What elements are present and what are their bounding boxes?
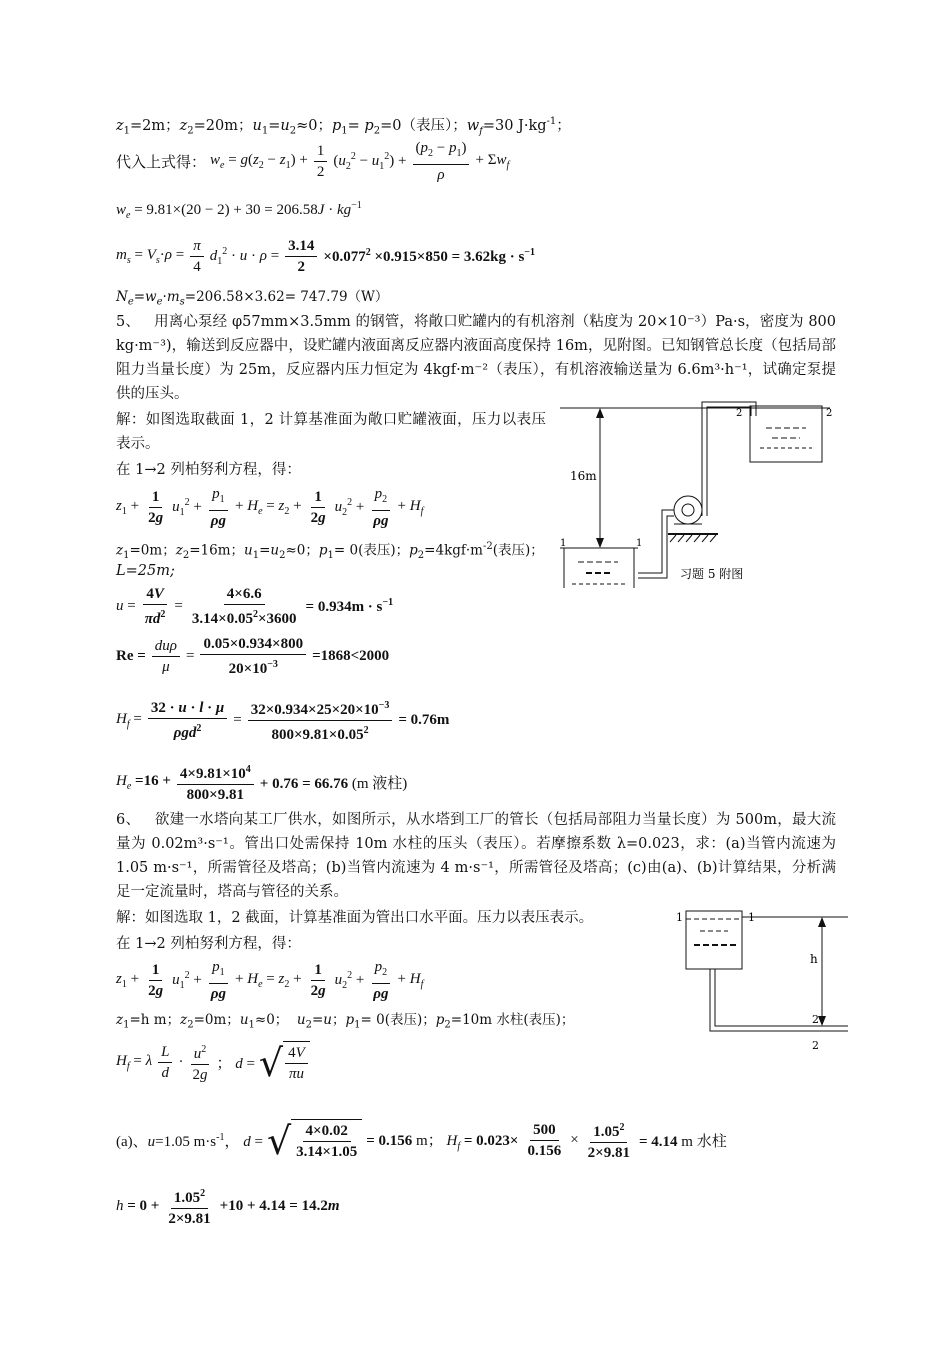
p6-tower-height-equation: h = 0 + $\frac{1.05^2}{2\times 9.81}$ +10 + 4.14 = 14.2m bbox=[116, 1184, 340, 1229]
p5-bernoulli-intro: 在 1→2 列柏努利方程，得： bbox=[116, 462, 301, 478]
p6-hf-d-equation: $H_f = \lambda$ $\frac{L}{d}$ · $\frac{u^2}{2g}$ ； d = √ $\frac{4V}{\pi u}$ bbox=[116, 1040, 310, 1085]
condition-line-1: $z_1=2m$；$z_2=20m$；$u_1=u_2\approx 0$；$p_1= p_2=0$（表压）；$w_f=30$ $J\cdot kg^{-1}$； bbox=[116, 116, 571, 137]
p5-length: L=25m; bbox=[116, 563, 175, 579]
problem-6-number: 6、 bbox=[116, 812, 141, 828]
p6-part-a-equation: (a)、u=1.05 $m\cdot s^{-1}$， d = √ $\frac{4\times 0.02}{3.14\times 1.05}$ = 0.156 m； $H_f = 0.023\times$ $\frac{500}{0.156}$ × $\frac{1.05^2}{2\times 9.81}$ = 4.14 m 水柱 bbox=[116, 1118, 727, 1163]
p5-conditions: $z_1=0m$；$z_2=16m$；$u_1=u_2\approx 0$；$p_1= 0$(表压)；$p_2=4kgf\cdot m^{-2}$(表压)； bbox=[116, 541, 544, 562]
p5-height-label: 16m bbox=[570, 469, 597, 483]
p6-conditions: $z_1=h$ m；$z_2=0m$；$u_1\approx 0$； $u_2=u$；$p_1= 0$(表压)；$p_2=10m$ 水柱(表压)； bbox=[116, 1012, 575, 1031]
p5-section-1-right: 1 bbox=[636, 538, 643, 549]
ne-equation: $N_e=w_e\cdot m_s=206.58\times 3.62= 747.79(W)$ bbox=[116, 289, 389, 308]
problem-5-number: 5、 bbox=[116, 314, 140, 330]
problem-5-figure bbox=[560, 398, 850, 588]
p5-reynolds-equation: Re = $\frac{\text{duρ}}{\mu}$ = $\frac{0.05\times 0.934\times 800}{20\times 10^{-3}}$ =1868<2000 bbox=[116, 636, 390, 677]
p5-section-1-left: 1 bbox=[560, 538, 567, 549]
p6-bernoulli-intro: 在 1→2 列柏努利方程，得： bbox=[116, 936, 301, 952]
p5-figure-caption: 习题 5 附图 bbox=[680, 567, 744, 581]
p6-solution-line: 解：如图选取 1，2 截面，计算基准面为管出口水平面。压力以表压表示。 bbox=[116, 910, 594, 926]
p5-bernoulli-equation: $z_1$ + $\frac{1}{2g}$ $u_1^2$ + $\frac{p_1}{\rho g}$ + $H_e = z_2$ + $\frac{1}{2g}$ $u_2^2$ + $\frac{p_2}{\rho g}$ + $H_f$ bbox=[116, 486, 424, 529]
problem-6-statement bbox=[116, 808, 836, 904]
problem-5-solution-intro bbox=[116, 408, 546, 456]
p5-hf-equation: $H_f$ = $\frac{32 \cdot u \cdot l \cdot \mu}{\rho gd^2}$ = $\frac{32\times 0.934\times 25\times 20\times 10^{-3}}{800\times 9.81\times 0.05^2}$ = 0.76m bbox=[116, 696, 449, 745]
we-value-equation: $w_e = 9.81\times(20 - 2) + 30 = 206.58J \cdot kg^{-1}$ bbox=[116, 200, 362, 221]
p5-section-2-left: 2 bbox=[736, 408, 743, 419]
problem-5-statement bbox=[116, 310, 836, 406]
p6-section-1-right: 1 bbox=[748, 911, 755, 924]
p6-section-1-left: 1 bbox=[676, 911, 683, 924]
problem-6-figure bbox=[672, 905, 848, 1055]
p6-height-label: h bbox=[810, 952, 818, 966]
p5-velocity-equation: u = $\frac{4V}{\pi d^2}$ = $\frac{4\times 6.6}{3.14\times 0.05^2\times 3600}$ = $0.934m \cdot s^{-1}$ bbox=[116, 586, 394, 627]
problem-6-text: 欲建一水塔向某工厂供水，如图所示，从水塔到工厂的管长（包括局部阻力当量长度）为 500m，最大流量为 0.02m³·s⁻¹。管出口处需保持 10m 水柱的压头（表压）。若摩擦系数 λ=0.023，求：(a)当管内流速为 1.05 m·s⁻¹，所需管径及塔高；(b)当管内流速为 4 m·s⁻¹，所需管径及塔高；(c)由(a)、(b)计算结果，分析满足一定流量时，塔高与管径的关系。 bbox=[116, 812, 837, 900]
we-general-equation: 代入上式得： $w_e = g(z_2 - z_1)$ + $\frac{1}{2}$ $(u_2^2 - u_1^2)$ + $\frac{(p_2 - p_1)}{\rho}$ + $\Sigma w_f$ bbox=[116, 140, 510, 183]
p5-solution-line: 解：如图选取截面 1，2 计算基准面为敞口贮罐液面，压力以表压表示。 bbox=[116, 412, 546, 452]
p5-section-2-right: 2 bbox=[826, 408, 833, 419]
p6-bernoulli-equation: $z_1$ + $\frac{1}{2g}$ $u_1^2$ + $\frac{p_1}{\rho g}$ + $H_e = z_2$ + $\frac{1}{2g}$ $u_2^2$ + $\frac{p_2}{\rho g}$ + $H_f$ bbox=[116, 959, 424, 1002]
p6-section-2-top: 2 bbox=[812, 1013, 819, 1026]
ms-equation: $m_s = V_s\cdot\rho$ = $\frac{\pi}{4}$ $d_1^2 \cdot u \cdot \rho$ = $\frac{3.14}{2}$ $\times 0.077^2 \times 0.915\times 850 = 3.62kg \cdot s^{-1}$ bbox=[116, 238, 535, 275]
substitute-label: 代入上式得： bbox=[116, 155, 207, 171]
p5-he-equation: $H_e =16$ + $\frac{4\times 9.81\times 10^4}{800\times 9.81}$ + 0.76 = 66.76 (m 液柱) bbox=[116, 760, 407, 805]
p6-section-2-bottom: 2 bbox=[812, 1039, 819, 1052]
problem-5-text: 用离心泵经 φ57mm×3.5mm 的钢管，将敞口贮罐内的有机溶剂（粘度为 20×10⁻³）Pa·s，密度为 800 kg·m⁻³)，输送到反应器中，设贮罐内液面离反应器内液面高度保持 16m，见附图。已知钢管总长度（包括局部阻力当量长度）为 25m，反应器内压力恒定为 4kgf·m⁻²（表压），有机溶液输送量为 6.6m³·h⁻¹，试确定泵提供的压头。 bbox=[116, 314, 836, 402]
